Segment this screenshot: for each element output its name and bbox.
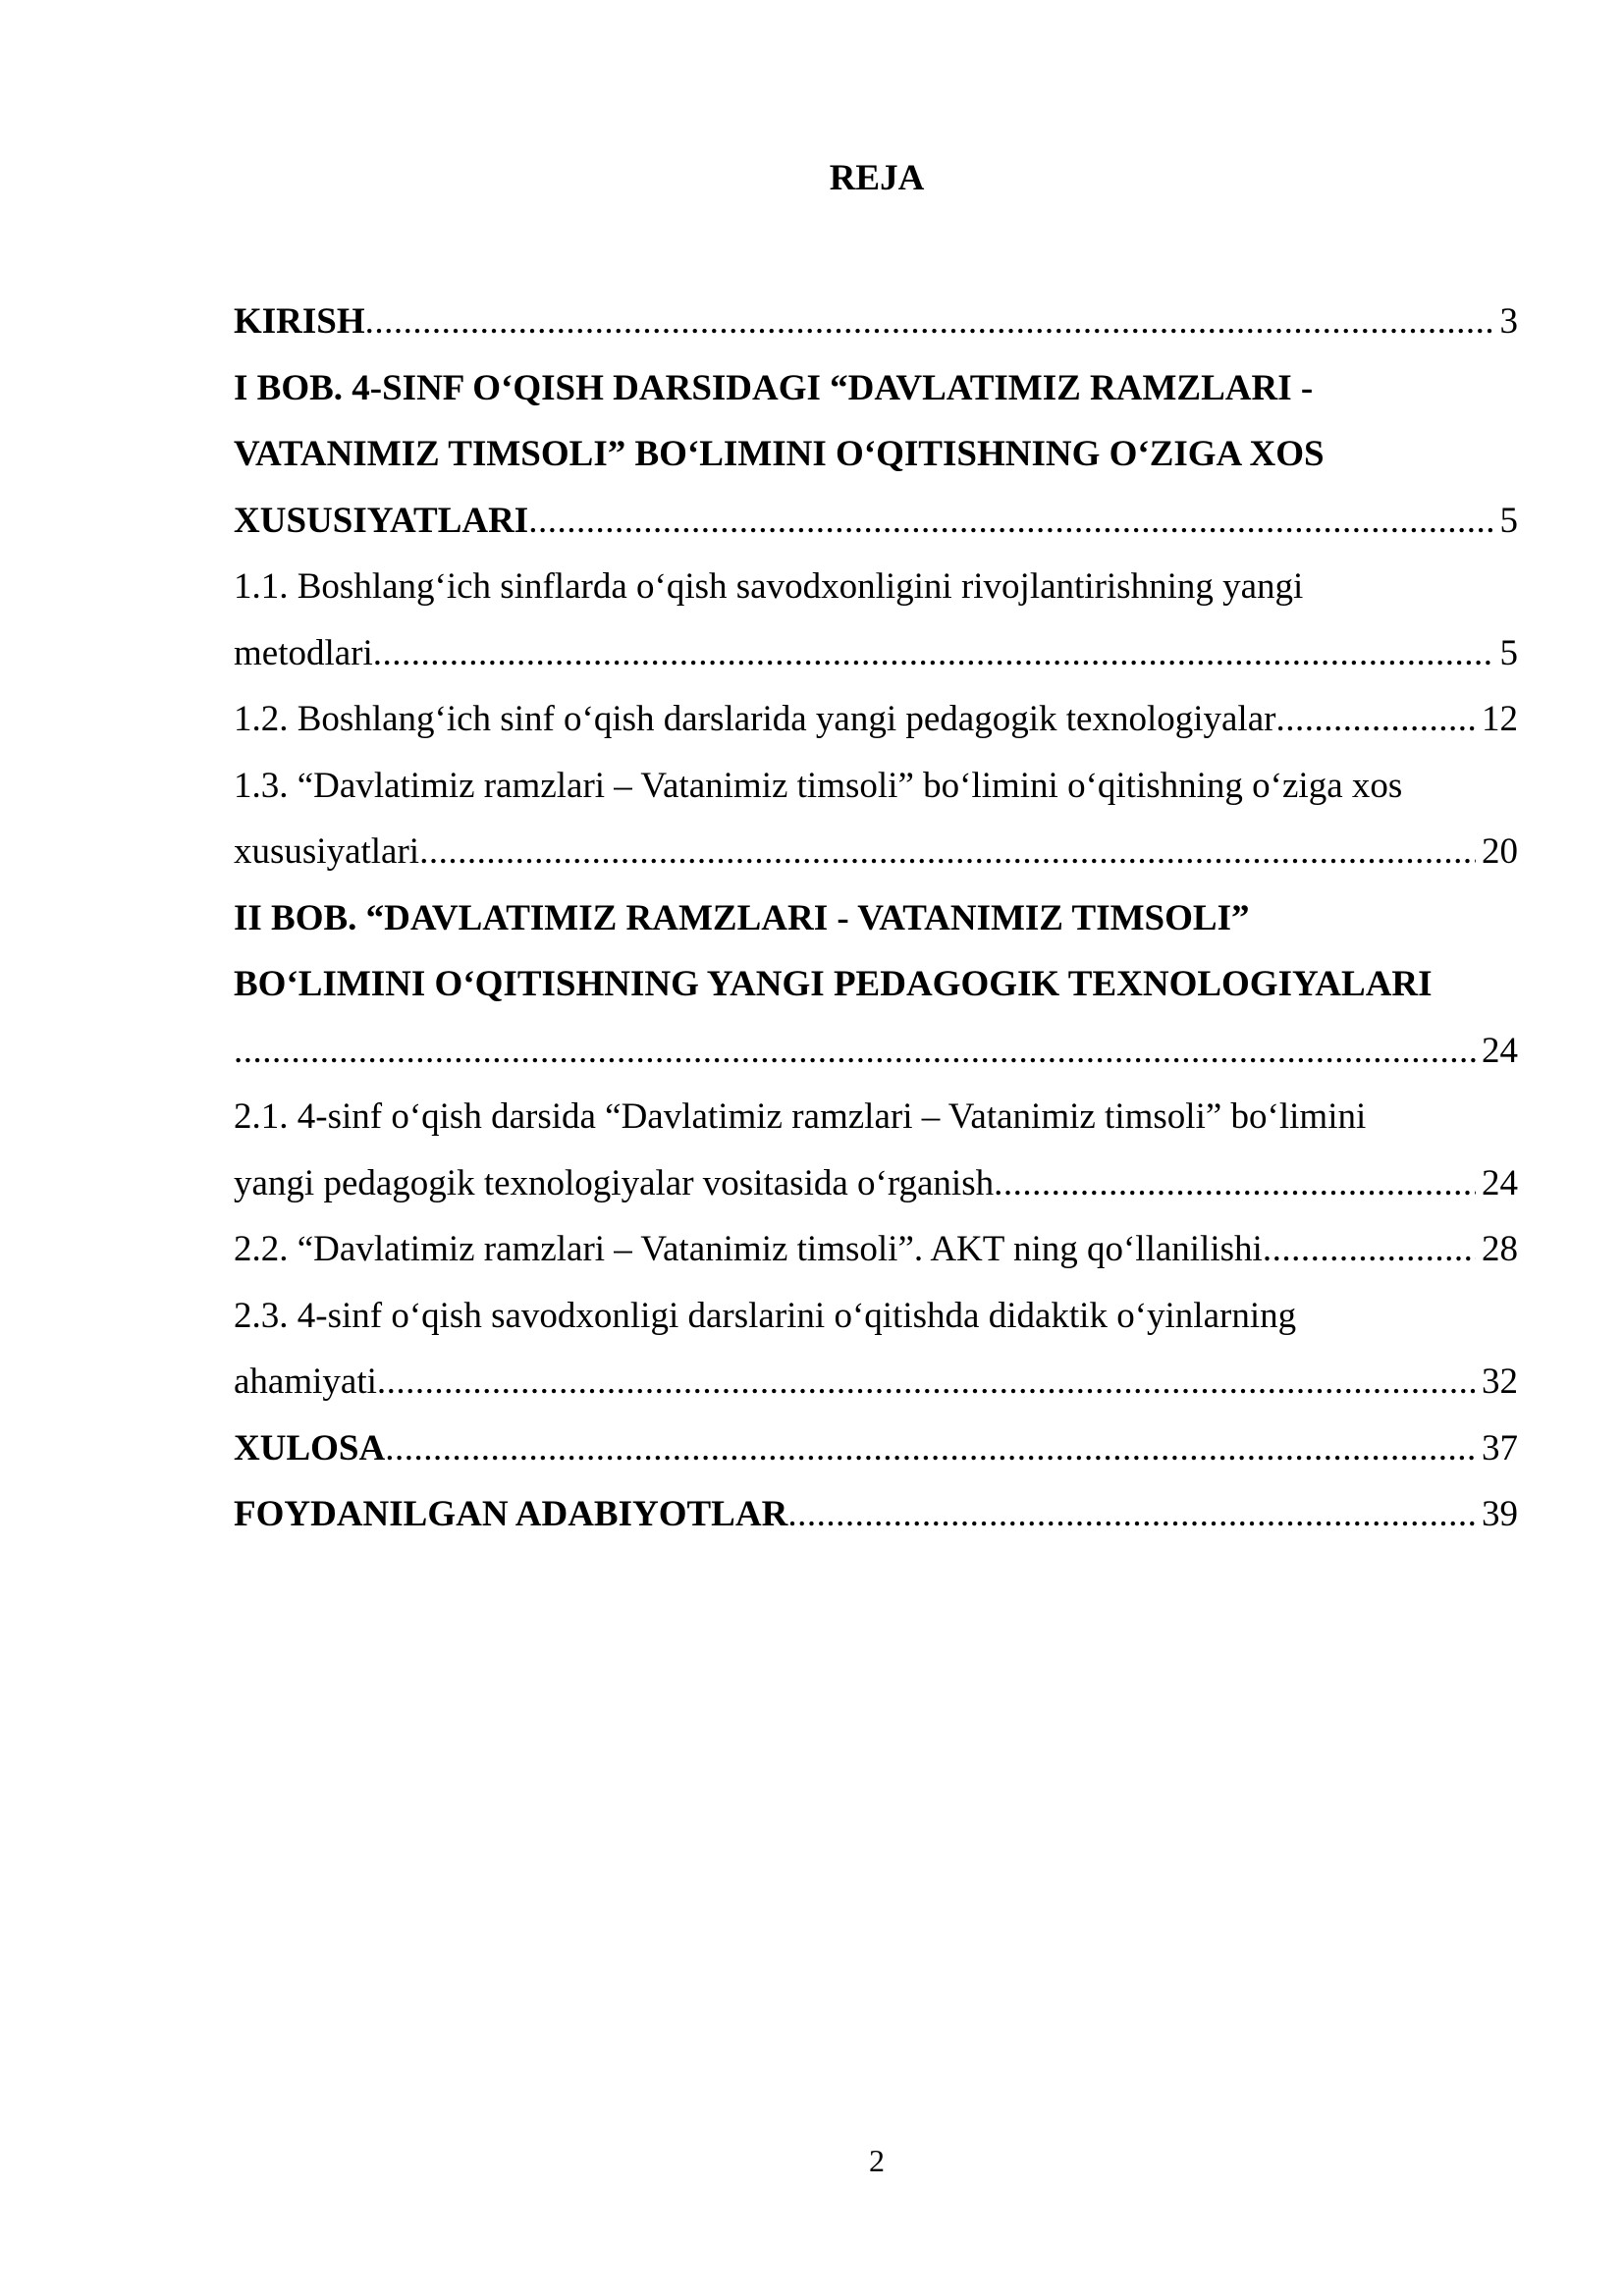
table-of-contents: [234, 289, 1518, 1548]
toc-entry-last-line: [234, 1349, 1518, 1415]
toc-page-number: 3: [1499, 301, 1518, 342]
toc-entry-title: FOYDANILGAN ADABIYOTLAR: [234, 1494, 788, 1534]
toc-entry-line: BO‘LIMINI O‘QITISHNING YANGI PEDAGOGIK TEXNOLOGIYALARI: [234, 964, 1433, 1004]
toc-leader-dots: [234, 1018, 1476, 1085]
toc-entry-chapter-2[interactable]: [234, 885, 1518, 1085]
toc-page-number: 24: [1482, 1030, 1518, 1071]
toc-entry-line: 2.3. 4-sinf o‘qish savodxonligi darslarini o‘qitishda didaktik o‘yinlarning: [234, 1295, 1297, 1336]
toc-page-number: 28: [1482, 1229, 1518, 1269]
toc-entry-title: metodlari: [234, 632, 373, 673]
toc-entry-references[interactable]: [234, 1481, 1518, 1548]
page-number: 2: [869, 2143, 885, 2178]
toc-entry-line: 1.1. Boshlang‘ich sinflarda o‘qish savodxonligini rivojlantirishning yangi: [234, 566, 1304, 607]
toc-page-number: 5: [1499, 632, 1518, 673]
toc-leader-dots: [994, 1150, 1476, 1217]
toc-leader-dots: [787, 1481, 1476, 1548]
toc-entry-section-2-1[interactable]: [234, 1084, 1518, 1216]
toc-page-number: 32: [1482, 1362, 1518, 1402]
toc-leader-dots: [528, 488, 1493, 555]
toc-entry-section-2-3[interactable]: [234, 1283, 1518, 1415]
toc-entry-line: II BOB. “DAVLATIMIZ RAMZLARI - VATANIMIZ TIMSOLI”: [234, 897, 1250, 938]
toc-entry-last-line: [234, 620, 1518, 687]
toc-entry-kirish[interactable]: [234, 289, 1518, 355]
toc-entry-chapter-1[interactable]: [234, 355, 1518, 555]
toc-leader-dots: [365, 289, 1494, 355]
toc-page-number: 37: [1482, 1427, 1518, 1468]
toc-entry-xulosa[interactable]: [234, 1415, 1518, 1482]
toc-entry-section-1-2[interactable]: [234, 686, 1518, 753]
toc-page-number: 39: [1482, 1494, 1518, 1534]
toc-entry-last-line: [234, 488, 1518, 555]
toc-entry-title: XUSUSIYATLARI: [234, 500, 529, 541]
toc-page-number: 20: [1482, 831, 1518, 872]
toc-entry-line: I BOB. 4-SINF O‘QISH DARSIDAGI “DAVLATIMIZ RAMZLARI -: [234, 367, 1314, 408]
toc-leader-dots: [385, 1415, 1476, 1482]
toc-entry-section-1-3[interactable]: [234, 753, 1518, 885]
toc-leader-dots: [373, 620, 1494, 687]
page-title: REJA: [829, 158, 925, 198]
toc-entry-last-line: [234, 1018, 1518, 1085]
toc-entry-section-1-1[interactable]: [234, 554, 1518, 686]
toc-entry-section-2-2[interactable]: [234, 1216, 1518, 1283]
toc-leader-dots: [419, 819, 1476, 885]
toc-entry-line: 2.1. 4-sinf o‘qish darsida “Davlatimiz ramzlari – Vatanimiz timsoli” bo‘limini: [234, 1096, 1367, 1137]
toc-entry-title: 1.2. Boshlang‘ich sinf o‘qish darslarida yangi pedagogik texnologiyalar: [234, 699, 1276, 739]
toc-entry-title: XULOSA: [234, 1427, 386, 1468]
toc-entry-title: xususiyatlari: [234, 831, 420, 872]
toc-entry-last-line: [234, 819, 1518, 885]
toc-entry-line: 1.3. “Davlatimiz ramzlari – Vatanimiz timsoli” bo‘limini o‘qitishning o‘ziga xos: [234, 765, 1403, 806]
toc-page-number: 5: [1499, 500, 1518, 541]
toc-leader-dots: [1263, 1216, 1476, 1283]
toc-leader-dots: [1275, 686, 1476, 753]
toc-page-number: 12: [1482, 699, 1518, 739]
toc-entry-title: yangi pedagogik texnologiyalar vositasida o‘rganish: [234, 1162, 995, 1203]
toc-entry-last-line: [234, 1150, 1518, 1217]
toc-entry-line: VATANIMIZ TIMSOLI” BO‘LIMINI O‘QITISHNING O‘ZIGA XOS: [234, 434, 1325, 474]
toc-entry-title: ahamiyati: [234, 1362, 377, 1402]
toc-leader-dots: [377, 1349, 1476, 1415]
toc-entry-title: KIRISH: [234, 301, 365, 342]
toc-page-number: 24: [1482, 1162, 1518, 1203]
toc-entry-title: 2.2. “Davlatimiz ramzlari – Vatanimiz timsoli”. AKT ning qo‘llanilishi: [234, 1229, 1263, 1269]
